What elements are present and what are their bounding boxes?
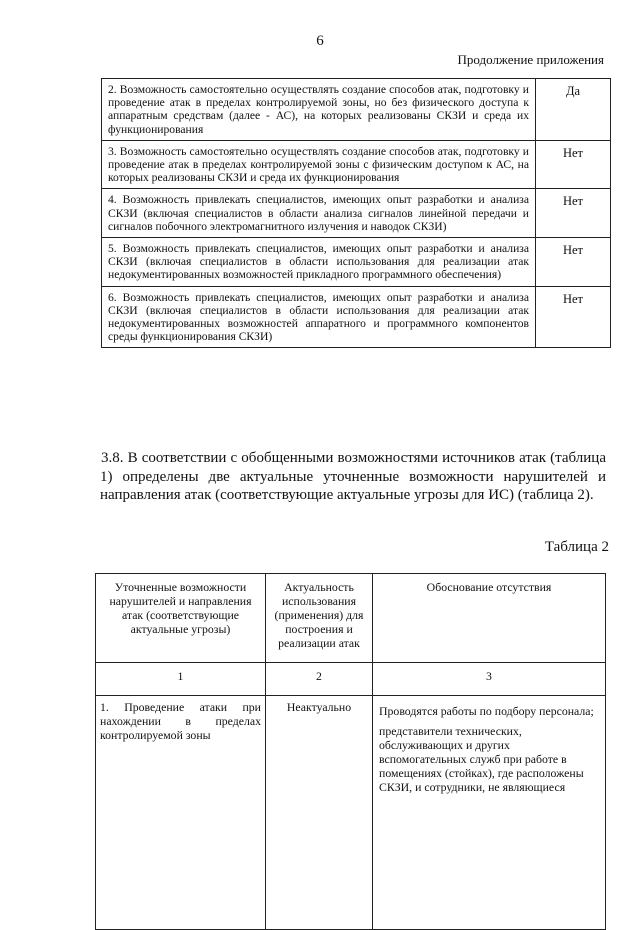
capability-text: 5. Возможность привлекать специалистов, имеющих опыт разработки и анализа СКЗИ (включая специалистов в области использования для реализации атак недокументированных возможностей прикладного программного обеспечения) — [102, 238, 536, 287]
column-number: 2 — [266, 663, 373, 696]
column-number-row — [96, 663, 606, 696]
table-row — [102, 79, 611, 141]
section-paragraph: 3.8. В соответствии с обобщенными возможностями источников атак (таблица 1) определены две актуальные уточненные возможности нарушителей и направления атак (соответствующие актуальные угрозы для ИС) (таблица 2). — [100, 450, 606, 504]
column-number: 1 — [96, 663, 266, 696]
column-header: Обоснование отсутствия — [373, 574, 606, 663]
table-row — [96, 696, 606, 930]
table-row — [102, 189, 611, 238]
page-number: 6 — [316, 33, 324, 49]
justification-line: представители технических, обслуживающих и других вспомогательных служб при работе в помещениях (стойках), где расположены СКЗИ, и сотрудники, не являющиеся — [379, 724, 584, 794]
capability-text: 6. Возможность привлекать специалистов, имеющих опыт разработки и анализа СКЗИ (включая специалистов в области использования для реализации атак недокументированных возможностей аппаратного и программного компонентов среды функционирования СКЗИ) — [102, 286, 536, 348]
capability-value: Нет — [536, 238, 611, 287]
table-label: Таблица 2 — [544, 539, 609, 555]
column-number: 3 — [373, 663, 606, 696]
table-row — [102, 286, 611, 348]
capability-text: 2. Возможность самостоятельно осуществлять создание способов атак, подготовку и проведение атак в пределах контролируемой зоны, но без физического доступа к аппаратным средствам (далее - АС), на которых реализованы СКЗИ и среда их функционирования — [102, 79, 536, 141]
relevance-cell: Неактуально — [266, 696, 373, 930]
capability-text: 4. Возможность привлекать специалистов, имеющих опыт разработки и анализа СКЗИ (включая специалистов в области анализа сигналов линейной передачи и сигналов побочного электромагнитного излучения и наводок СКЗИ) — [102, 189, 536, 238]
continuation-caption: Продолжение приложения — [457, 52, 604, 67]
capability-cell: 1. Проведение атаки при нахождении в пределах контролируемой зоны — [96, 696, 266, 930]
capability-value: Да — [536, 79, 611, 141]
capability-value: Нет — [536, 140, 611, 189]
column-header: Уточненные возможности нарушителей и направления атак (соответствующие актуальные угрозы) — [96, 574, 266, 663]
justification-cell — [373, 696, 606, 930]
threats-table — [95, 573, 606, 930]
table-header-row — [96, 574, 606, 663]
table-row — [102, 238, 611, 287]
column-header: Актуальность использования (применения) для построения и реализации атак — [266, 574, 373, 663]
table-row — [102, 140, 611, 189]
capability-text: 3. Возможность самостоятельно осуществлять создание способов атак, подготовку и проведение атак в пределах контролируемой зоны с физическим доступом к АС, на которых реализованы СКЗИ и среда их функционирования — [102, 140, 536, 189]
capabilities-table — [101, 78, 611, 348]
justification-line: Проводятся работы по подбору персонала; — [379, 704, 594, 718]
capability-value: Нет — [536, 189, 611, 238]
capability-value: Нет — [536, 286, 611, 348]
